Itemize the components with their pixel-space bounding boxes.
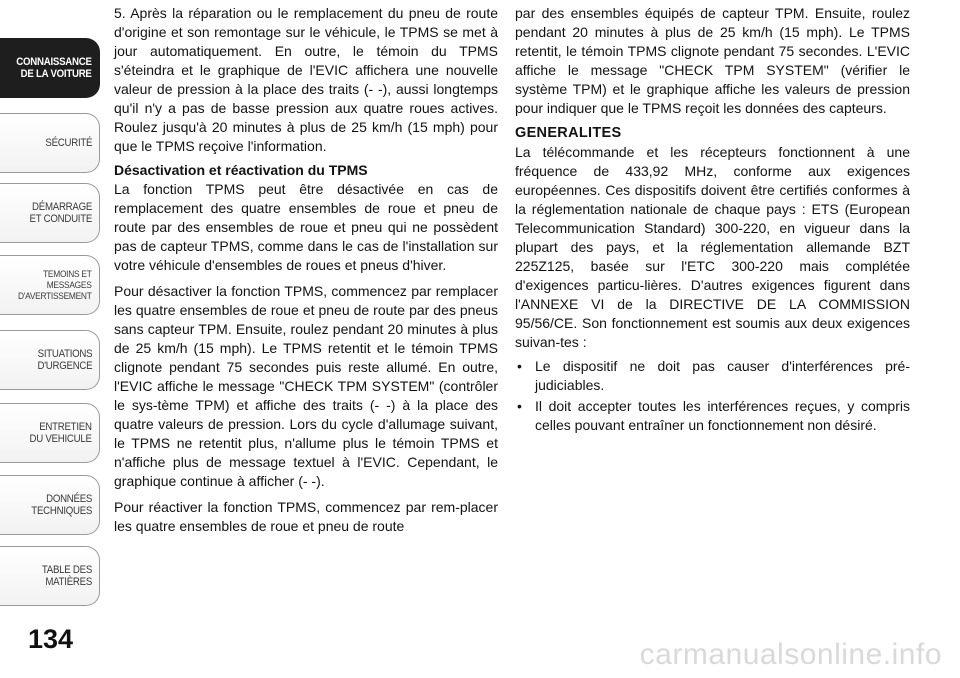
list-item-text: Il doit accepter toutes les interférences reçues, y compris celles pouvant entraîner un fonctionnement non désiré. bbox=[535, 398, 910, 433]
paragraph-deactivate-procedure: Pour désactiver la fonction TPMS, commencez par remplacer les quatre ensembles de roue et pneu de route par des pneus sans capteur TPM. Ensuite, roulez pendant 20 minutes à plus de 25 km/h (15 mph). Le TPMS retentit et le témoin TPMS clignote pendant 75 secondes puis reste allumé. En outre, l'EVIC affiche le message "CHECK TPM SYSTEM" (contrôler le sys-tème TPM) et affiche des traits (- -) à la place des quatre valeurs de pression. Lors du cycle d'allumage suivant, le TPMS ne retentit plus, n'allume plus le témoin TPMS et n'affiche plus de message textuel à l'EVIC. Cependant, le graphique continue à afficher (- -). bbox=[114, 283, 498, 489]
watermark: carmanualsonline.info bbox=[639, 638, 942, 671]
section-heading-tpms-deactivation: Désactivation et réactivation du TPMS bbox=[114, 162, 368, 178]
requirements-list bbox=[515, 357, 910, 435]
paragraph-step-5: 5. Après la réparation ou le remplacement du pneu de route d'origine et son remontage sur le véhicule, le TPMS se met à jour automatiquement. En outre, le témoin du TPMS s'éteindra et le graphique de l'EVIC affichera une nouvelle valeur de pression à la place des traits (- -), aussi longtemps qu'il n'y a pas de basse pression aux quatre roues actives. Roulez jusqu'à 20 minutes à plus de 25 km/h (15 mph) pour que le TPMS reçoive l'information. bbox=[114, 5, 498, 154]
section-heading-generalites: GENERALITES bbox=[515, 125, 622, 141]
paragraph-reactivate-procedure: Pour réactiver la fonction TPMS, commencez par rem-placer les quatre ensembles de roue et pneu de route bbox=[114, 499, 498, 534]
tab-label: TABLE DES MATIÈRES bbox=[41, 564, 92, 588]
paragraph-generalites: La télécommande et les récepteurs fonctionnent à une fréquence de 433,92 MHz, conforme aux exigences européennes. Ces dispositifs doivent être certifiés conformes à la réglementation nationale de chaque pays : ETS (European Telecommunication Standard) 300-220, en vigueur dans la plupart des pays, et la réglementation allemande BZT 225Z125, basée sur l'ETC 300-220 mais complétée d'exigences particu-lières. D'autres exigences figurent dans l'ANNEXE VI de la DIRECTIVE DE LA COMMISSION 95/56/CE. Son fonctionnement est soumis aux deux exigences suivan-tes : bbox=[515, 144, 910, 350]
tab-table-des-matieres[interactable] bbox=[0, 546, 100, 606]
chapter-sidebar bbox=[0, 0, 102, 678]
tab-donnees-techniques[interactable] bbox=[0, 475, 100, 535]
tab-demarrage-et-conduite[interactable] bbox=[0, 183, 100, 243]
bullet-icon: • bbox=[517, 398, 522, 414]
tab-connaissance-de-la-voiture[interactable] bbox=[0, 38, 100, 98]
tab-label: TEMOINS ET MESSAGES D'AVERTISSEMENT bbox=[18, 268, 92, 302]
tab-label: CONNAISSANCE DE LA VOITURE bbox=[16, 56, 92, 80]
tab-label: ENTRETIEN DU VEHICULE bbox=[29, 421, 92, 445]
list-item-text: Le dispositif ne doit pas causer d'interférences pré-judiciables. bbox=[535, 358, 910, 393]
left-column bbox=[114, 4, 498, 543]
page-number: 134 bbox=[28, 624, 74, 654]
tab-temoins-et-messages[interactable] bbox=[0, 255, 100, 315]
paragraph-deactivation-intro: La fonction TPMS peut être désactivée en cas de remplacement des quatre ensembles de roue et pneu de route par des ensembles de roue et pneu qui ne possèdent pas de capteur TPMS, comme dans le cas de l'installation sur votre véhicule d'ensembles de roues et pneus d'hiver. bbox=[114, 181, 498, 273]
tab-entretien-du-vehicule[interactable] bbox=[0, 403, 100, 463]
list-item bbox=[515, 357, 910, 395]
paragraph-reactivate-continued: par des ensembles équipés de capteur TPM. Ensuite, roulez pendant 20 minutes à plus de 25 km/h (15 mph). Le TPMS retentit, le témoin TPMS clignote pendant 75 secondes. L'EVIC affiche le message "CHECK TPM SYSTEM" (vérifier le système TPM) et le graphique affiche les valeurs de pression pour indiquer que le TPMS reçoit les données des capteurs. bbox=[515, 5, 910, 116]
tab-securite[interactable] bbox=[0, 113, 100, 173]
bullet-icon: • bbox=[517, 358, 522, 374]
tab-label: SITUATIONS D'URGENCE bbox=[37, 348, 92, 372]
tab-label: DÉMARRAGE ET CONDUITE bbox=[29, 201, 92, 225]
right-column bbox=[515, 4, 910, 437]
tab-situations-d-urgence[interactable] bbox=[0, 330, 100, 390]
tab-label: DONNÉES TECHNIQUES bbox=[31, 493, 92, 517]
list-item bbox=[515, 397, 910, 435]
tab-label: SÉCURITÉ bbox=[45, 137, 92, 149]
